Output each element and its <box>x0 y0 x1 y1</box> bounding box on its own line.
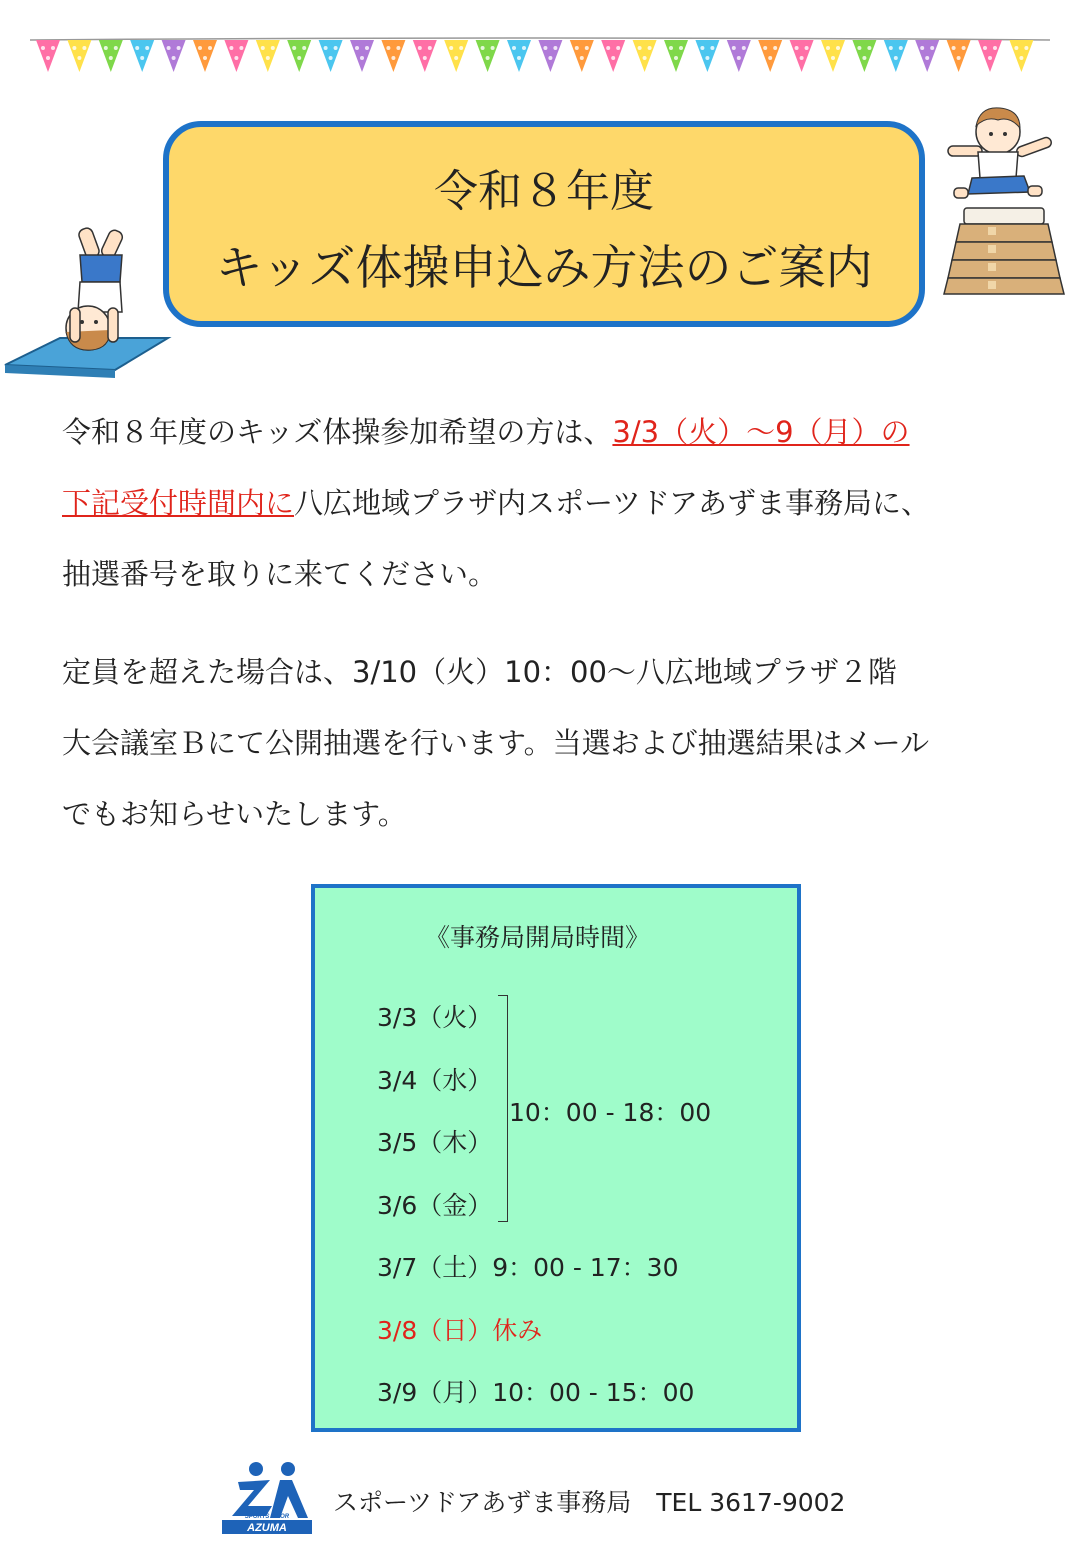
bunting-dot <box>292 46 296 50</box>
intro-text: 令和８年度のキッズ体操参加希望の方は、 <box>62 415 613 449</box>
bunting-dot <box>679 46 683 50</box>
bunting-dot <box>1019 56 1023 60</box>
reception-time-highlight: 下記受付時間内に <box>62 486 295 520</box>
bunting-decoration <box>0 0 1073 80</box>
bunting-dot <box>145 46 149 50</box>
bunting-dot <box>920 46 924 50</box>
bunting-dot <box>229 46 233 50</box>
bunting-dot <box>648 46 652 50</box>
bunting-dot <box>109 56 113 60</box>
bunting-dot <box>72 46 76 50</box>
bunting-dot <box>423 56 427 60</box>
bunting-dot <box>203 56 207 60</box>
bunting-dot <box>952 46 956 50</box>
bunting-dot <box>710 46 714 50</box>
svg-text:AZUMA: AZUMA <box>247 1522 287 1534</box>
bunting-dot <box>575 46 579 50</box>
bunting-dot <box>459 46 463 50</box>
bunting-dot <box>763 46 767 50</box>
bunting-dot <box>705 56 709 60</box>
bunting-dot <box>831 56 835 60</box>
bunting-dot <box>957 56 961 60</box>
page-title: キッズ体操申込み方法のご案内 <box>215 241 873 296</box>
bunting-dot <box>867 46 871 50</box>
bunting-dot <box>773 46 777 50</box>
weekday-bracket <box>498 995 508 1222</box>
bunting-dot <box>239 46 243 50</box>
bunting-dot <box>894 56 898 60</box>
bunting-dot <box>857 46 861 50</box>
bunting-dot <box>800 56 804 60</box>
hours-day-tue: 3/3（火） <box>377 1003 493 1032</box>
intro-line-3: 抽選番号を取りに来てください。 <box>62 557 498 591</box>
bunting-dot <box>983 46 987 50</box>
bunting-dot <box>135 46 139 50</box>
bunting-dot <box>611 56 615 60</box>
bunting-dot <box>1014 46 1018 50</box>
bunting-dot <box>768 56 772 60</box>
bunting-dot <box>548 56 552 60</box>
bunting-dot <box>360 56 364 60</box>
bunting-dot <box>993 46 997 50</box>
bunting-dot <box>46 56 50 60</box>
bunting-dot <box>140 56 144 60</box>
bunting-dot <box>355 46 359 50</box>
sports-door-azuma-logo <box>218 1460 316 1535</box>
hours-sunday-closed: 3/8（日）休み <box>377 1316 543 1345</box>
hours-day-wed: 3/4（水） <box>377 1066 493 1095</box>
bunting-dot <box>324 46 328 50</box>
bunting-dot <box>742 46 746 50</box>
bunting-dot <box>234 56 238 60</box>
bunting-dot <box>261 46 265 50</box>
bunting-dot <box>522 46 526 50</box>
bunting-dot <box>616 46 620 50</box>
bunting-dot <box>700 46 704 50</box>
bunting-dot <box>553 46 557 50</box>
intro-line-1 <box>62 415 910 449</box>
bunting-dot <box>329 56 333 60</box>
bunting-dot <box>172 56 176 60</box>
lottery-line-2: 大会議室Ｂにて公開抽選を行います。当選および抽選結果はメール <box>62 726 930 760</box>
bunting-dot <box>491 46 495 50</box>
bunting-dot <box>737 56 741 60</box>
bunting-dot <box>805 46 809 50</box>
bunting-dot <box>271 46 275 50</box>
bunting-dot <box>643 56 647 60</box>
bunting-dot <box>302 46 306 50</box>
bunting-dot <box>836 46 840 50</box>
bunting-dot <box>543 46 547 50</box>
bunting-dot <box>962 46 966 50</box>
bunting-dot <box>580 56 584 60</box>
bunting-dot <box>486 56 490 60</box>
bunting-dot <box>585 46 589 50</box>
bunting-dot <box>82 46 86 50</box>
bunting-dot <box>198 46 202 50</box>
bunting-dot <box>925 56 929 60</box>
bunting-dot <box>114 46 118 50</box>
bunting-dot <box>517 56 521 60</box>
office-hours-title: 《事務局開局時間》 <box>425 923 651 952</box>
vaulting-kid-illustration <box>940 102 1065 297</box>
bunting-dot <box>826 46 830 50</box>
handstand-kid-illustration <box>0 220 175 380</box>
bunting-dot <box>795 46 799 50</box>
bunting-dot <box>77 56 81 60</box>
bunting-dot <box>454 56 458 60</box>
bunting-dot <box>266 56 270 60</box>
hours-saturday: 3/7（土）9：00 - 17：30 <box>377 1253 679 1282</box>
bunting-dot <box>899 46 903 50</box>
hours-day-fri: 3/6（金） <box>377 1191 493 1220</box>
office-hours-box <box>311 884 801 1432</box>
bunting-dot <box>638 46 642 50</box>
bunting-dot <box>297 56 301 60</box>
bunting-dot <box>365 46 369 50</box>
bunting-dot <box>386 46 390 50</box>
bunting-dot <box>51 46 55 50</box>
page-title-year: 令和８年度 <box>434 166 654 217</box>
bunting-dot <box>391 56 395 60</box>
bunting-dot <box>208 46 212 50</box>
bunting-dot <box>1024 46 1028 50</box>
hours-monday: 3/9（月）10：00 - 15：00 <box>377 1378 695 1407</box>
bunting-dot <box>606 46 610 50</box>
intro-line-2 <box>62 486 930 520</box>
bunting-dot <box>418 46 422 50</box>
bunting-dot <box>930 46 934 50</box>
bunting-dot <box>669 46 673 50</box>
bunting-dot <box>862 56 866 60</box>
bunting-dot <box>41 46 45 50</box>
bunting-dot <box>396 46 400 50</box>
lottery-line-3: でもお知らせいたします。 <box>62 797 407 831</box>
weekday-hours: 10：00 - 18：00 <box>509 1098 712 1127</box>
bunting-dot <box>177 46 181 50</box>
bunting-dot <box>334 46 338 50</box>
bunting-dot <box>481 46 485 50</box>
period-highlight: 3/3（火）～9（月）の <box>612 415 910 449</box>
footer-contact: スポーツドアあずま事務局 TEL 3617-9002 <box>333 1488 846 1517</box>
intro-location: 八広地域プラザ内スポーツドアあずま事務局に、 <box>294 486 930 520</box>
lottery-line-1: 定員を超えた場合は、3/10（火）10：00～八広地域プラザ２階 <box>62 655 897 689</box>
bunting-dot <box>732 46 736 50</box>
bunting-dot <box>988 56 992 60</box>
bunting-dot <box>674 56 678 60</box>
hours-day-thu: 3/5（木） <box>377 1128 493 1157</box>
bunting-dot <box>428 46 432 50</box>
title-box <box>163 121 925 327</box>
bunting-dot <box>512 46 516 50</box>
bunting-dot <box>104 46 108 50</box>
bunting-dot <box>889 46 893 50</box>
bunting-dot <box>167 46 171 50</box>
svg-text:SPORTS DOOR: SPORTS DOOR <box>244 1514 290 1520</box>
bunting-dot <box>449 46 453 50</box>
